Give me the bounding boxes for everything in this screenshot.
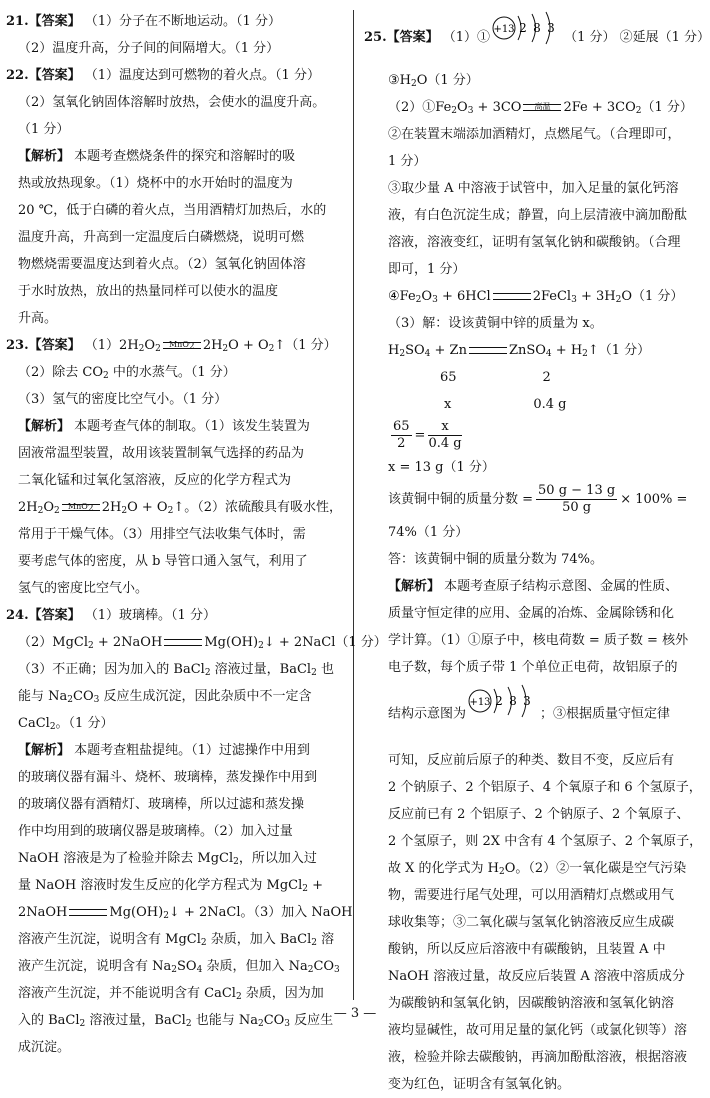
- q22-analysis-line4: 温度升高，升高到一定温度后白磷燃烧，说明可燃: [18, 230, 305, 245]
- q25-analysis-line10: 故 X 的化学式为 $H_2O$。（2）②一氧化碳是空气污染: [388, 861, 687, 877]
- q24-analysis-line7: 2NaOH $Mg(OH)_2↓$ + 2NaCl。（3）加入 NaOH: [18, 905, 353, 921]
- q25-answer-line4: ②在装置末端添加酒精灯，点燃尾气。（合理即可，: [388, 127, 681, 142]
- svg-text:3: 3: [523, 694, 531, 708]
- q25-analysis-line4: 电子数，每个质子带 1 个单位正电荷，故铝原子的: [388, 660, 678, 675]
- q25-percent-result: 74%（1 分）: [388, 525, 469, 540]
- q22-analysis-line3: 20 ℃，低于白磷的着火点，当用酒精灯加热后，水的: [18, 203, 327, 218]
- q23-answer-line1: 23.【答案】 $(1)2H_2O_2$ MnO$_2$ $2H_2O$ + $O_2↑(1$ 分）: [6, 338, 337, 354]
- q24-analysis-line3: 的玻璃仪器有酒精灯、玻璃棒，所以过滤和蒸发操: [18, 797, 305, 812]
- q21-answer-line2: （2）温度升高，分子间的间隔增大。（1 分）: [18, 41, 280, 56]
- svg-text:+13: +13: [493, 24, 515, 35]
- q25-molar-mass-row: 65 2: [440, 370, 551, 385]
- q23-analysis-line1: 【解析】 本题考查气体的制取。（1）该发生装置为: [18, 419, 310, 434]
- q25-analysis-line8: 反应前已有 2 个铝原子、2 个钠原子、2 个氧原子、: [388, 807, 690, 822]
- q24-analysis-line9: 液产生沉淀，说明含有 $Na_2SO_4$ 杂质，但加入 $Na_2CO_3$: [18, 959, 340, 975]
- q25-final-answer: 答：该黄铜中铜的质量分数为 74%。: [388, 552, 604, 567]
- q21-answer-line1: 21.【答案】 （1）分子在不断地运动。（1 分）: [6, 14, 281, 29]
- q25-analysis-line14: NaOH 溶液过量，故反应后装置 A 溶液中溶质成分: [388, 969, 685, 984]
- q25-analysis-line11: 物，需要进行尾气处理，可以用酒精灯点燃或用气: [388, 888, 675, 903]
- q25-equation-zinc: $H_2SO_4 + Zn$ ZnSO$_4$ + $H_2↑(1$ 分）: [388, 343, 651, 359]
- q25-analysis-line15: 为碳酸钠和氢氧化钠，因碳酸钠溶液和氢氧化钠溶: [388, 996, 675, 1011]
- q22-answer-line3: （1 分）: [18, 122, 70, 137]
- q25-proportion: $\frac{65}{2}$ = $\frac{x}{0.4 g}$: [393, 419, 462, 451]
- q24-answer-line3: （3）不正确；因为加入的 BaCl$_2$ 溶液过量，BaCl$_2$ 也: [18, 662, 334, 678]
- svg-text:+13: +13: [469, 697, 491, 708]
- fraction-percent: $\frac{50 g - 13 g}{50 g}$: [538, 483, 616, 515]
- q24-analysis-line10: 溶液产生沉淀，并不能说明含有 CaCl$_2$ 杂质，因为加: [18, 986, 324, 1002]
- q22-analysis-line5: 物燃烧需要温度达到着火点。（2）氢氧化钠固体溶: [18, 257, 306, 272]
- q25-answer-line6: ③取少量 A 中溶液于试管中，加入足量的氯化钙溶: [388, 181, 679, 196]
- q24-analysis-line5: NaOH 溶液是为了检验并除去 MgCl$_2$，所以加入过: [18, 851, 317, 867]
- q24-analysis-line12: 成沉淀。: [18, 1040, 71, 1055]
- fraction-right: $\frac{x}{0.4 g}$: [428, 419, 462, 451]
- q25-answer-line5: 1 分）: [388, 154, 427, 169]
- q23-analysis-line6: 要考虑气体的密度，从 b 导管口通入氢气，利用了: [18, 554, 308, 569]
- equation-equals: [69, 907, 107, 916]
- column-divider: [353, 10, 354, 1000]
- q25-analysis-line16: 液均显碱性，故可用足量的氯化钙（或氯化钡等）溶: [388, 1023, 688, 1038]
- q25-x-value: x = 13 g（1 分）: [388, 460, 495, 475]
- q25-analysis-line18: 变为红色，证明含有氢氧化钠。: [388, 1077, 571, 1092]
- q25-analysis-line9: 2 个氢原子，则 2X 中含有 4 个氢原子、2 个氧原子，: [388, 834, 703, 849]
- q22-answer-line1: 22.【答案】 （1）温度达到可燃物的着火点。（1 分）: [6, 68, 320, 83]
- q22-answer-line2: （2）氢氧化钠固体溶解时放热，会使水的温度升高。: [18, 95, 326, 110]
- q22-analysis-line1: 【解析】 本题考查燃烧条件的探究和溶解时的吸: [18, 149, 296, 164]
- q25-analysis-line12: 球收集等；③二氧化碳与氢氧化钠溶液反应生成碳: [388, 915, 675, 930]
- q25-analysis-line7: 2 个钠原子、2 个铝原子、4 个氧原子和 6 个氢原子，: [388, 780, 702, 795]
- q24-answer-line5: CaCl$_2$。（1 分）: [18, 716, 114, 732]
- q23-analysis-line3: 二氧化锰和过氧化氢溶液，反应的化学方程式为: [18, 473, 292, 488]
- q25-answer-line8: 溶液，溶液变红，证明有氢氧化钠和碳酸钠。（合理: [388, 235, 681, 250]
- q25-analysis-line1: 【解析】 本题考查原子结构示意图、金属的性质、: [388, 579, 679, 594]
- q25-answer-line10: $④Fe_2O_3 + 6HCl$ 2FeCl$_3$ + $3H_2O(1$ 分）: [388, 289, 684, 305]
- q22-analysis-line6: 于水时放热，放出的热量同样可以使水的温度: [18, 284, 279, 299]
- q24-answer-line2: （2）MgCl$_2$ + 2NaOH $Mg(OH)_2↓$ + 2NaCl（1 分）: [18, 635, 387, 651]
- q25-percent-calc: 该黄铜中铜的质量分数 = $\frac{50 g - 13 g}{50 g}$ × 100% =: [388, 483, 688, 515]
- q23-answer-line2: （2）除去 $CO_2$ 中的水蒸气。（1 分）: [18, 365, 236, 381]
- q25-analysis-line13: 酸钠，所以反应后溶液中有碳酸钠，且装置 A 中: [388, 942, 666, 957]
- q25-answer-line2: $③H_2O(1$ 分）: [388, 73, 479, 89]
- left-column: [6, 8, 387, 1061]
- aluminum-atom-diagram-icon: [466, 681, 540, 747]
- svg-text:3: 3: [547, 21, 555, 35]
- svg-text:8: 8: [533, 21, 541, 35]
- equation-equals: [469, 345, 507, 354]
- q24-analysis-line2: 的玻璃仪器有漏斗、烧杯、玻璃棒，蒸发操作中用到: [18, 770, 318, 785]
- q22-analysis-line7: 升高。: [18, 311, 58, 326]
- equation-equals: [493, 291, 531, 300]
- q24-analysis-line6: 量 NaOH 溶液时发生反应的化学方程式为 MgCl$_2$ +: [18, 878, 324, 894]
- q22-analysis-line2: 热或放热现象。（1）烧杯中的水开始时的温度为: [18, 176, 293, 191]
- q23-analysis-line4: $2H_2O_2$ MnO$_2$ $2H_2O$ + $O_2↑$。（2）浓硫酸具有吸水性，: [18, 500, 342, 516]
- q25-analysis-line3: 学计算。（1）①原子中，核电荷数 = 质子数 = 核外: [388, 633, 689, 648]
- svg-text:2: 2: [495, 694, 503, 708]
- q25-analysis-line17: 液，检验并除去碳酸钠，再滴加酚酞溶液，根据溶液: [388, 1050, 688, 1065]
- q24-analysis-line8: 溶液产生沉淀，说明含有 MgCl$_2$ 杂质，加入 BaCl$_2$ 溶: [18, 932, 335, 948]
- q25-answer-line7: 液，有白色沉淀生成；静置，向上层清液中滴加酚酞: [388, 208, 688, 223]
- right-column: [364, 8, 710, 1098]
- equation-condition-high-temp: 高温: [523, 102, 561, 111]
- aluminum-atom-diagram-icon: [490, 8, 564, 67]
- q24-analysis-line4: 作中均用到的玻璃仪器是玻璃棒。（2）加入过量: [18, 824, 293, 839]
- q23-analysis-line7: 氢气的密度比空气小。: [18, 581, 149, 596]
- page-number: — 3 —: [333, 1006, 377, 1021]
- svg-text:8: 8: [509, 694, 517, 708]
- q25-answer-line9: 即可，1 分）: [388, 262, 466, 277]
- q24-answer-line4: 能与 $Na_2CO_3$ 反应生成沉淀，因此杂质中不一定含: [18, 689, 312, 705]
- q23-answer-line3: （3）氢气的密度比空气小。（1 分）: [18, 392, 228, 407]
- q24-answer-line1: 24.【答案】 （1）玻璃棒。（1 分）: [6, 608, 216, 623]
- equation-condition-catalyst: MnO$_2$: [62, 502, 100, 511]
- q23-analysis-line2: 固液常温型装置，故用该装置制氧气选择的药品为: [18, 446, 305, 461]
- q24-analysis-line1: 【解析】 本题考查粗盐提纯。（1）过滤操作中用到: [18, 743, 310, 758]
- q25-answer-line11: （3）解：设该黄铜中锌的质量为 x。: [388, 316, 603, 331]
- q23-analysis-line5: 常用于干燥气体。（3）用排空气法收集气体时，需: [18, 527, 306, 542]
- q25-answer-line1: 25.【答案】 （1）① +13 2 8 3 （1 分） ②延展（1 分）: [364, 8, 702, 67]
- q24-analysis-line11: 入的 BaCl$_2$ 溶液过量，BaCl$_2$ 也能与 $Na_2CO_3$ 反应生: [18, 1013, 334, 1029]
- fraction-left: $\frac{65}{2}$: [393, 419, 410, 451]
- q25-analysis-line6: 可知，反应前后原子的种类、数目不变，反应后有: [388, 753, 675, 768]
- q25-answer-line3: $(2)①Fe_2O_3 + 3CO$ 高温 $2Fe + 3CO_2(1$ 分）: [388, 100, 693, 116]
- equation-equals: [164, 637, 202, 646]
- q25-analysis-atom-line: 结构示意图为 +13 2 8 3 ；③根据质量守恒定律: [364, 681, 702, 747]
- q25-analysis-line2: 质量守恒定律的应用、金属的冶炼、金属除锈和化: [388, 606, 675, 621]
- svg-text:2: 2: [519, 21, 527, 35]
- q25-unknown-row: x 0.4 g: [444, 397, 567, 412]
- equation-condition-catalyst: MnO$_2$: [163, 340, 201, 349]
